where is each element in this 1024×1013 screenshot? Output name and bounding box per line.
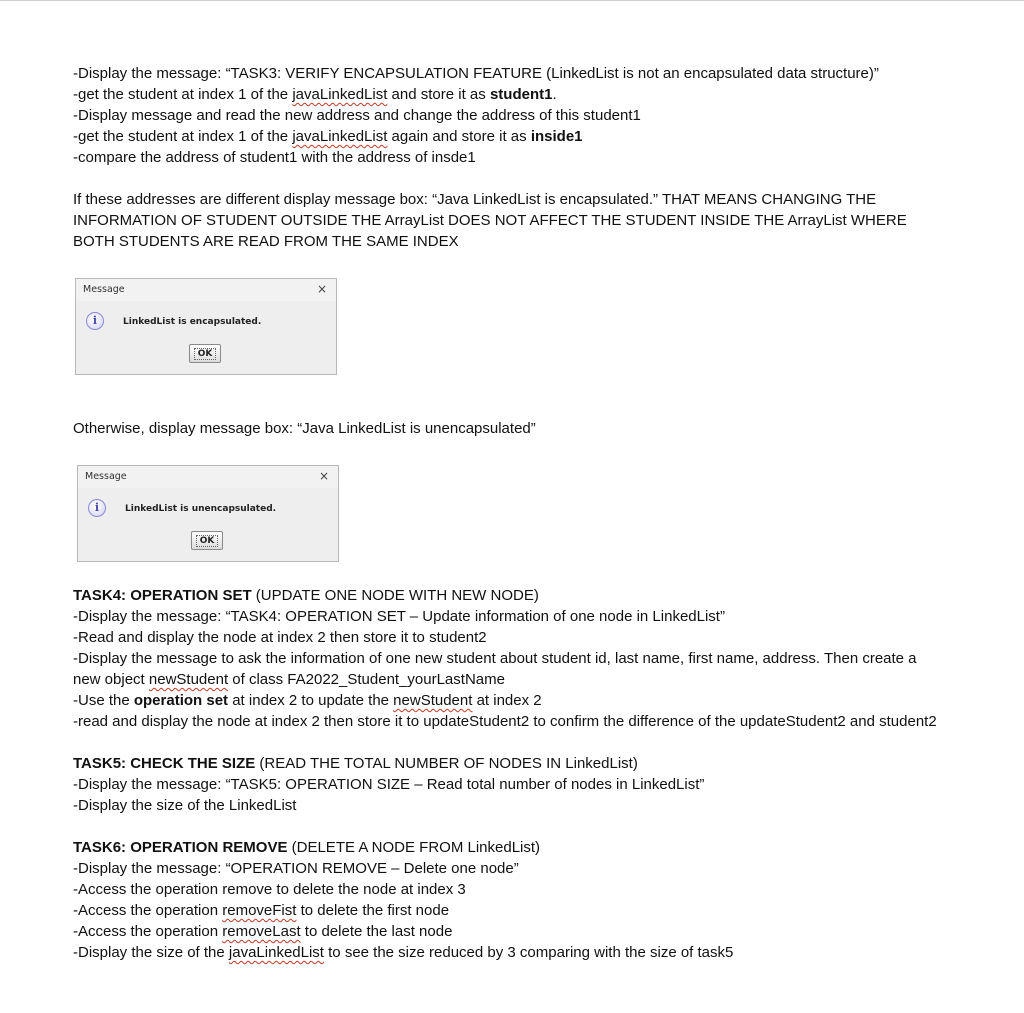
task3-line-5: -compare the address of student1 with the address of insde1 bbox=[73, 149, 476, 166]
message-dialog-encapsulated bbox=[75, 278, 337, 375]
spellcheck-word: javaLinkedList bbox=[228, 944, 324, 961]
task6-line-3 bbox=[73, 900, 943, 921]
task6-line-2: -Access the operation remove to delete the node at index 3 bbox=[73, 881, 466, 898]
task4-line-5: -read and display the node at index 2 then store it to updateStudent2 to confirm the difference of the updateStudent2 and student2 bbox=[73, 713, 937, 730]
task6-line-1: -Display the message: “OPERATION REMOVE – Delete one node” bbox=[73, 860, 519, 877]
text: of class FA2022_Student_yourLastName bbox=[228, 671, 505, 688]
text: (READ THE TOTAL NUMBER OF NODES IN LinkedList) bbox=[255, 755, 638, 772]
task5-heading bbox=[73, 753, 943, 774]
text: to see the size reduced by 3 comparing with the size of task5 bbox=[323, 944, 734, 961]
bold-term: student1 bbox=[489, 86, 553, 103]
text: to delete the last node bbox=[300, 923, 453, 940]
text: -Display the size of the bbox=[73, 944, 229, 961]
close-icon[interactable]: × bbox=[316, 282, 327, 296]
spellcheck-word: removeFist bbox=[222, 902, 297, 919]
spellcheck-word: newStudent bbox=[148, 671, 229, 688]
ok-button[interactable] bbox=[189, 344, 221, 363]
task5-line-2: -Display the size of the LinkedList bbox=[73, 797, 297, 814]
task5-line-1: -Display the message: “TASK5: OPERATION SIZE – Read total number of nodes in LinkedList” bbox=[73, 776, 705, 793]
task3-line-3: -Display message and read the new address and change the address of this student1 bbox=[73, 107, 641, 124]
text: (UPDATE ONE NODE WITH NEW NODE) bbox=[251, 587, 539, 604]
text: at index 2 bbox=[472, 692, 542, 709]
text: -Access the operation bbox=[73, 902, 223, 919]
task6-heading bbox=[73, 837, 943, 858]
close-icon[interactable]: × bbox=[318, 469, 329, 483]
message-dialog-unencapsulated bbox=[77, 465, 339, 562]
dialog-titlebar bbox=[76, 279, 336, 301]
spellcheck-word: removeLast bbox=[222, 923, 301, 940]
spellcheck-word: newStudent bbox=[393, 692, 473, 709]
page-top-border bbox=[0, 0, 1024, 1]
bold-term: inside1 bbox=[530, 128, 583, 145]
dialog-title: Message bbox=[83, 284, 125, 295]
task3-if-paragraph: If these addresses are different display message box: “Java LinkedList is encapsulated.” THAT MEANS CHANGING THE INFORMATION OF STUDENT OUTSIDE THE ArrayList DOES NOT AFFECT THE STUDENT INSIDE THE ArrayList WHERE BOTH STUDENTS ARE READ FROM THE SAME INDEX bbox=[73, 191, 907, 250]
heading-bold: TASK4: OPERATION SET bbox=[73, 587, 252, 604]
task4-line-3 bbox=[73, 648, 943, 690]
task4-line-1: -Display the message: “TASK4: OPERATION SET – Update information of one node in LinkedList” bbox=[73, 608, 725, 625]
spellcheck-word: javaLinkedList bbox=[292, 86, 388, 103]
task4-line-2: -Read and display the node at index 2 then store it to student2 bbox=[73, 629, 487, 646]
task6-line-4 bbox=[73, 921, 943, 942]
text: again and store it as bbox=[387, 128, 531, 145]
info-icon: i bbox=[86, 312, 104, 330]
dialog-message: LinkedList is encapsulated. bbox=[123, 317, 262, 327]
task4-heading bbox=[73, 585, 943, 606]
ok-button[interactable] bbox=[191, 531, 223, 550]
text: (DELETE A NODE FROM LinkedList) bbox=[287, 839, 541, 856]
ok-label: OK bbox=[196, 535, 219, 547]
text: and store it as bbox=[387, 86, 490, 103]
task3-line-4 bbox=[73, 126, 943, 147]
dialog-title: Message bbox=[85, 471, 127, 482]
text: -get the student at index 1 of the bbox=[73, 128, 293, 145]
dialog-message: LinkedList is unencapsulated. bbox=[125, 504, 277, 514]
dialog-titlebar bbox=[78, 466, 338, 488]
heading-bold: TASK5: CHECK THE SIZE bbox=[73, 755, 256, 772]
text: -Use the bbox=[73, 692, 134, 709]
spellcheck-word: javaLinkedList bbox=[292, 128, 388, 145]
info-icon: i bbox=[88, 499, 106, 517]
text: to delete the first node bbox=[296, 902, 450, 919]
task3-line-1: -Display the message: “TASK3: VERIFY ENCAPSULATION FEATURE (LinkedList is not an encapsulated data structure)” bbox=[73, 65, 879, 82]
heading-bold: TASK6: OPERATION REMOVE bbox=[73, 839, 288, 856]
text: -Display the message to ask the information of one new student about student id, last name, first name, address. Then create a new object bbox=[73, 650, 917, 688]
task6-line-5 bbox=[73, 942, 943, 963]
text: -Access the operation bbox=[73, 923, 223, 940]
bold-term: operation set bbox=[133, 692, 229, 709]
task3-line-2 bbox=[73, 84, 943, 105]
text: -get the student at index 1 of the bbox=[73, 86, 293, 103]
ok-label: OK bbox=[194, 348, 217, 360]
task3-otherwise-paragraph: Otherwise, display message box: “Java LinkedList is unencapsulated” bbox=[73, 420, 536, 437]
text: at index 2 to update the bbox=[228, 692, 394, 709]
task4-line-4 bbox=[73, 690, 943, 711]
text: . bbox=[552, 86, 557, 103]
